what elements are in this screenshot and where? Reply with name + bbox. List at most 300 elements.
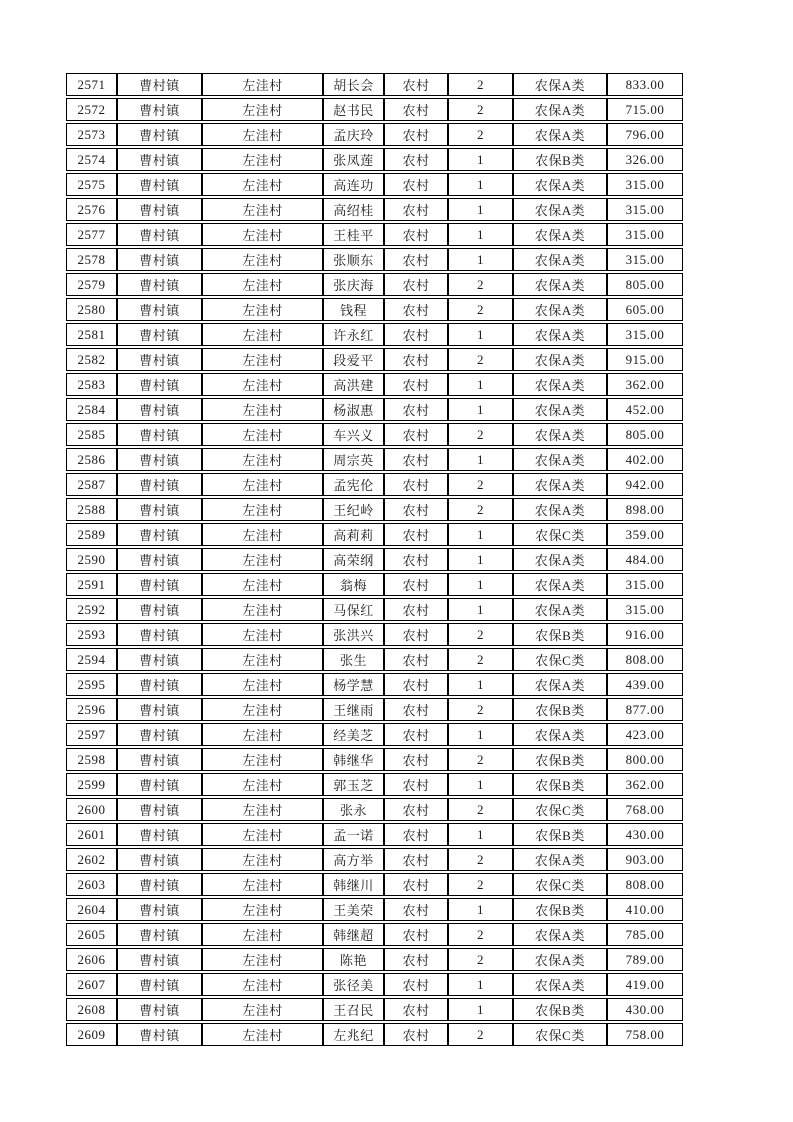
table-cell-name: 高连功 [323,173,384,196]
table-cell-town: 曹村镇 [117,73,202,96]
table-cell-serial: 2607 [66,973,117,996]
table-cell-name: 孟庆玲 [323,123,384,146]
table-cell-serial: 2598 [66,748,117,771]
table-cell-amount: 326.00 [607,148,683,171]
table-cell-insurance-class: 农保C类 [513,648,607,671]
table-cell-village: 左洼村 [202,673,323,696]
table-cell-serial: 2605 [66,923,117,946]
table-cell-town: 曹村镇 [117,198,202,221]
table-cell-household-type: 农村 [384,498,448,521]
table-cell-household-type: 农村 [384,848,448,871]
table-cell-amount: 805.00 [607,423,683,446]
table-cell-person-count: 1 [448,173,513,196]
table-cell-town: 曹村镇 [117,423,202,446]
table-cell-person-count: 2 [448,1023,513,1046]
benefits-table [66,73,683,1048]
table-cell-insurance-class: 农保A类 [513,398,607,421]
table-cell-household-type: 农村 [384,823,448,846]
table-cell-insurance-class: 农保C类 [513,1023,607,1046]
table-row [66,498,683,521]
table-cell-person-count: 2 [448,748,513,771]
table-cell-person-count: 2 [448,698,513,721]
table-cell-serial: 2578 [66,248,117,271]
table-cell-village: 左洼村 [202,998,323,1021]
table-cell-amount: 805.00 [607,273,683,296]
table-cell-serial: 2603 [66,873,117,896]
table-cell-amount: 362.00 [607,773,683,796]
table-cell-person-count: 2 [448,648,513,671]
table-cell-village: 左洼村 [202,498,323,521]
table-cell-amount: 359.00 [607,523,683,546]
table-cell-insurance-class: 农保A类 [513,73,607,96]
table-cell-amount: 903.00 [607,848,683,871]
table-row [66,898,683,921]
table-cell-person-count: 1 [448,573,513,596]
table-cell-person-count: 2 [448,123,513,146]
table-cell-village: 左洼村 [202,373,323,396]
table-row [66,98,683,121]
table-cell-household-type: 农村 [384,573,448,596]
table-cell-household-type: 农村 [384,798,448,821]
table-cell-insurance-class: 农保A类 [513,98,607,121]
table-cell-household-type: 农村 [384,973,448,996]
table-cell-town: 曹村镇 [117,523,202,546]
table-cell-village: 左洼村 [202,523,323,546]
table-cell-amount: 877.00 [607,698,683,721]
table-row [66,823,683,846]
table-cell-serial: 2573 [66,123,117,146]
table-cell-person-count: 2 [448,873,513,896]
table-cell-serial: 2590 [66,548,117,571]
table-cell-name: 郭玉芝 [323,773,384,796]
table-cell-name: 孟宪伦 [323,473,384,496]
table-cell-amount: 430.00 [607,998,683,1021]
table-cell-town: 曹村镇 [117,448,202,471]
table-cell-person-count: 2 [448,98,513,121]
table-cell-town: 曹村镇 [117,1023,202,1046]
table-cell-insurance-class: 农保B类 [513,898,607,921]
table-cell-person-count: 1 [448,998,513,1021]
table-cell-insurance-class: 农保A类 [513,948,607,971]
table-cell-name: 王桂平 [323,223,384,246]
table-body [66,73,683,1046]
table-cell-insurance-class: 农保B类 [513,748,607,771]
table-cell-name: 张生 [323,648,384,671]
table-cell-town: 曹村镇 [117,648,202,671]
table-row [66,973,683,996]
table-cell-village: 左洼村 [202,823,323,846]
table-cell-town: 曹村镇 [117,173,202,196]
table-cell-person-count: 2 [448,498,513,521]
table-cell-town: 曹村镇 [117,273,202,296]
table-cell-name: 高荣纲 [323,548,384,571]
table-cell-person-count: 1 [448,373,513,396]
table-row [66,848,683,871]
table-cell-name: 杨学慧 [323,673,384,696]
table-cell-serial: 2594 [66,648,117,671]
table-cell-serial: 2574 [66,148,117,171]
table-cell-town: 曹村镇 [117,473,202,496]
table-cell-amount: 898.00 [607,498,683,521]
table-cell-serial: 2597 [66,723,117,746]
table-cell-serial: 2585 [66,423,117,446]
table-cell-amount: 315.00 [607,248,683,271]
table-row [66,198,683,221]
table-row [66,223,683,246]
table-cell-person-count: 1 [448,523,513,546]
table-cell-household-type: 农村 [384,248,448,271]
table-cell-village: 左洼村 [202,598,323,621]
table-cell-household-type: 农村 [384,548,448,571]
table-cell-amount: 808.00 [607,648,683,671]
table-row [66,448,683,471]
table-cell-household-type: 农村 [384,448,448,471]
table-cell-town: 曹村镇 [117,323,202,346]
table-cell-town: 曹村镇 [117,248,202,271]
table-cell-name: 经美芝 [323,723,384,746]
table-cell-amount: 439.00 [607,673,683,696]
table-cell-insurance-class: 农保A类 [513,348,607,371]
table-cell-person-count: 2 [448,948,513,971]
table-cell-person-count: 1 [448,448,513,471]
table-cell-amount: 419.00 [607,973,683,996]
table-cell-amount: 430.00 [607,823,683,846]
table-cell-serial: 2584 [66,398,117,421]
table-row [66,998,683,1021]
table-row [66,873,683,896]
table-cell-person-count: 2 [448,423,513,446]
table-cell-village: 左洼村 [202,798,323,821]
table-cell-town: 曹村镇 [117,898,202,921]
table-cell-town: 曹村镇 [117,98,202,121]
table-cell-village: 左洼村 [202,423,323,446]
table-cell-insurance-class: 农保B类 [513,823,607,846]
table-cell-person-count: 2 [448,848,513,871]
table-cell-household-type: 农村 [384,323,448,346]
table-cell-town: 曹村镇 [117,548,202,571]
table-cell-serial: 2577 [66,223,117,246]
table-cell-serial: 2596 [66,698,117,721]
table-cell-serial: 2579 [66,273,117,296]
table-cell-village: 左洼村 [202,1023,323,1046]
table-cell-town: 曹村镇 [117,823,202,846]
table-cell-town: 曹村镇 [117,148,202,171]
table-cell-serial: 2588 [66,498,117,521]
table-cell-person-count: 2 [448,473,513,496]
table-cell-serial: 2595 [66,673,117,696]
table-cell-amount: 758.00 [607,1023,683,1046]
table-cell-village: 左洼村 [202,198,323,221]
table-cell-serial: 2583 [66,373,117,396]
table-row [66,173,683,196]
table-cell-village: 左洼村 [202,298,323,321]
table-cell-name: 张洪兴 [323,623,384,646]
table-cell-insurance-class: 农保A类 [513,273,607,296]
table-cell-village: 左洼村 [202,398,323,421]
table-row [66,623,683,646]
table-cell-insurance-class: 农保A类 [513,173,607,196]
table-cell-amount: 484.00 [607,548,683,571]
table-cell-town: 曹村镇 [117,798,202,821]
table-cell-town: 曹村镇 [117,923,202,946]
table-cell-town: 曹村镇 [117,123,202,146]
table-cell-name: 左兆纪 [323,1023,384,1046]
table-cell-amount: 402.00 [607,448,683,471]
table-cell-village: 左洼村 [202,548,323,571]
table-cell-village: 左洼村 [202,148,323,171]
table-cell-household-type: 农村 [384,373,448,396]
table-row [66,698,683,721]
table-cell-amount: 800.00 [607,748,683,771]
table-cell-village: 左洼村 [202,323,323,346]
table-cell-name: 杨淑惠 [323,398,384,421]
table-cell-household-type: 农村 [384,623,448,646]
table-cell-insurance-class: 农保A类 [513,673,607,696]
table-cell-village: 左洼村 [202,448,323,471]
table-row [66,248,683,271]
table-cell-name: 孟一诺 [323,823,384,846]
table-cell-name: 陈艳 [323,948,384,971]
table-cell-village: 左洼村 [202,923,323,946]
table-cell-name: 段爱平 [323,348,384,371]
table-cell-household-type: 农村 [384,523,448,546]
table-row [66,1023,683,1046]
table-cell-village: 左洼村 [202,73,323,96]
table-cell-village: 左洼村 [202,98,323,121]
table-cell-village: 左洼村 [202,773,323,796]
table-row [66,748,683,771]
table-cell-household-type: 农村 [384,198,448,221]
table-cell-name: 张庆海 [323,273,384,296]
table-cell-serial: 2599 [66,773,117,796]
table-cell-town: 曹村镇 [117,398,202,421]
table-cell-name: 王美荣 [323,898,384,921]
table-cell-household-type: 农村 [384,73,448,96]
table-cell-village: 左洼村 [202,473,323,496]
table-cell-insurance-class: 农保B类 [513,773,607,796]
table-cell-serial: 2575 [66,173,117,196]
table-cell-insurance-class: 农保A类 [513,973,607,996]
table-cell-person-count: 2 [448,798,513,821]
table-cell-name: 张径美 [323,973,384,996]
table-cell-amount: 808.00 [607,873,683,896]
table-cell-amount: 605.00 [607,298,683,321]
table-cell-insurance-class: 农保A类 [513,848,607,871]
table-row [66,423,683,446]
table-cell-amount: 315.00 [607,598,683,621]
table-cell-insurance-class: 农保A类 [513,123,607,146]
table-cell-village: 左洼村 [202,573,323,596]
table-cell-insurance-class: 农保A类 [513,423,607,446]
table-row [66,723,683,746]
table-row [66,73,683,96]
table-cell-insurance-class: 农保B类 [513,148,607,171]
table-cell-person-count: 1 [448,248,513,271]
table-cell-name: 马保红 [323,598,384,621]
table-row [66,398,683,421]
table-cell-serial: 2604 [66,898,117,921]
table-cell-name: 韩继超 [323,923,384,946]
table-cell-insurance-class: 农保A类 [513,598,607,621]
table-cell-insurance-class: 农保A类 [513,223,607,246]
table-cell-name: 王召民 [323,998,384,1021]
table-cell-insurance-class: 农保A类 [513,498,607,521]
table-cell-amount: 315.00 [607,223,683,246]
table-cell-insurance-class: 农保A类 [513,448,607,471]
table-cell-town: 曹村镇 [117,723,202,746]
table-row [66,473,683,496]
table-cell-household-type: 农村 [384,648,448,671]
table-cell-person-count: 1 [448,598,513,621]
table-cell-household-type: 农村 [384,98,448,121]
table-cell-town: 曹村镇 [117,848,202,871]
table-cell-town: 曹村镇 [117,573,202,596]
table-cell-village: 左洼村 [202,723,323,746]
table-cell-insurance-class: 农保A类 [513,923,607,946]
table-cell-village: 左洼村 [202,898,323,921]
table-cell-household-type: 农村 [384,948,448,971]
table-cell-village: 左洼村 [202,848,323,871]
table-cell-insurance-class: 农保B类 [513,998,607,1021]
table-cell-amount: 796.00 [607,123,683,146]
table-cell-person-count: 2 [448,348,513,371]
table-cell-name: 翁梅 [323,573,384,596]
table-cell-household-type: 农村 [384,673,448,696]
table-cell-amount: 315.00 [607,573,683,596]
table-cell-insurance-class: 农保A类 [513,573,607,596]
table-cell-amount: 362.00 [607,373,683,396]
table-cell-person-count: 1 [448,398,513,421]
table-cell-household-type: 农村 [384,273,448,296]
table-cell-name: 许永红 [323,323,384,346]
table-cell-amount: 315.00 [607,198,683,221]
table-cell-amount: 315.00 [607,323,683,346]
table-cell-village: 左洼村 [202,348,323,371]
table-cell-village: 左洼村 [202,698,323,721]
table-cell-insurance-class: 农保B类 [513,698,607,721]
table-cell-insurance-class: 农保C类 [513,523,607,546]
table-cell-insurance-class: 农保A类 [513,298,607,321]
table-cell-town: 曹村镇 [117,773,202,796]
table-cell-town: 曹村镇 [117,348,202,371]
table-row [66,523,683,546]
table-cell-household-type: 农村 [384,398,448,421]
table-cell-insurance-class: 农保A类 [513,723,607,746]
table-cell-name: 张凤莲 [323,148,384,171]
table-cell-insurance-class: 农保B类 [513,623,607,646]
table-cell-village: 左洼村 [202,223,323,246]
table-cell-village: 左洼村 [202,873,323,896]
table-cell-person-count: 1 [448,323,513,346]
table-cell-person-count: 1 [448,148,513,171]
table-cell-insurance-class: 农保A类 [513,198,607,221]
table-cell-serial: 2571 [66,73,117,96]
table-row [66,798,683,821]
table-cell-village: 左洼村 [202,273,323,296]
table-cell-village: 左洼村 [202,623,323,646]
table-cell-person-count: 2 [448,298,513,321]
table-cell-town: 曹村镇 [117,948,202,971]
table-cell-insurance-class: 农保A类 [513,323,607,346]
table-cell-serial: 2572 [66,98,117,121]
table-cell-serial: 2593 [66,623,117,646]
table-cell-household-type: 农村 [384,173,448,196]
table-cell-serial: 2601 [66,823,117,846]
table-cell-name: 张永 [323,798,384,821]
table-cell-household-type: 农村 [384,773,448,796]
table-cell-name: 高莉莉 [323,523,384,546]
table-cell-serial: 2582 [66,348,117,371]
table-cell-person-count: 1 [448,823,513,846]
table-cell-serial: 2587 [66,473,117,496]
table-cell-insurance-class: 农保A类 [513,248,607,271]
table-cell-serial: 2581 [66,323,117,346]
table-cell-town: 曹村镇 [117,623,202,646]
table-cell-insurance-class: 农保A类 [513,548,607,571]
table-cell-insurance-class: 农保C类 [513,873,607,896]
table-row [66,123,683,146]
table-cell-household-type: 农村 [384,348,448,371]
table-cell-name: 赵书民 [323,98,384,121]
table-cell-amount: 942.00 [607,473,683,496]
table-cell-person-count: 1 [448,773,513,796]
table-cell-amount: 916.00 [607,623,683,646]
table-cell-person-count: 1 [448,723,513,746]
table-row [66,273,683,296]
table-cell-town: 曹村镇 [117,873,202,896]
table-cell-town: 曹村镇 [117,748,202,771]
table-cell-town: 曹村镇 [117,998,202,1021]
table-cell-serial: 2608 [66,998,117,1021]
table-row [66,323,683,346]
table-cell-person-count: 2 [448,923,513,946]
table-row [66,298,683,321]
table-cell-person-count: 1 [448,548,513,571]
table-cell-person-count: 1 [448,223,513,246]
table-cell-name: 高绍桂 [323,198,384,221]
table-cell-household-type: 农村 [384,698,448,721]
table-cell-village: 左洼村 [202,948,323,971]
table-cell-village: 左洼村 [202,973,323,996]
table-cell-household-type: 农村 [384,748,448,771]
table-cell-person-count: 1 [448,198,513,221]
table-cell-town: 曹村镇 [117,498,202,521]
table-cell-person-count: 2 [448,623,513,646]
table-row [66,348,683,371]
table-cell-household-type: 农村 [384,598,448,621]
table-cell-household-type: 农村 [384,923,448,946]
table-cell-village: 左洼村 [202,248,323,271]
table-cell-name: 王继雨 [323,698,384,721]
table-cell-amount: 452.00 [607,398,683,421]
table-cell-name: 高方举 [323,848,384,871]
table-cell-amount: 833.00 [607,73,683,96]
table-cell-amount: 715.00 [607,98,683,121]
table-cell-household-type: 农村 [384,473,448,496]
table-cell-serial: 2589 [66,523,117,546]
table-cell-serial: 2576 [66,198,117,221]
table-cell-serial: 2591 [66,573,117,596]
table-cell-serial: 2592 [66,598,117,621]
table-cell-insurance-class: 农保A类 [513,373,607,396]
table-cell-name: 周宗英 [323,448,384,471]
table-cell-town: 曹村镇 [117,298,202,321]
table-cell-person-count: 1 [448,673,513,696]
table-cell-household-type: 农村 [384,423,448,446]
table-cell-serial: 2609 [66,1023,117,1046]
table-cell-household-type: 农村 [384,998,448,1021]
table-cell-village: 左洼村 [202,648,323,671]
